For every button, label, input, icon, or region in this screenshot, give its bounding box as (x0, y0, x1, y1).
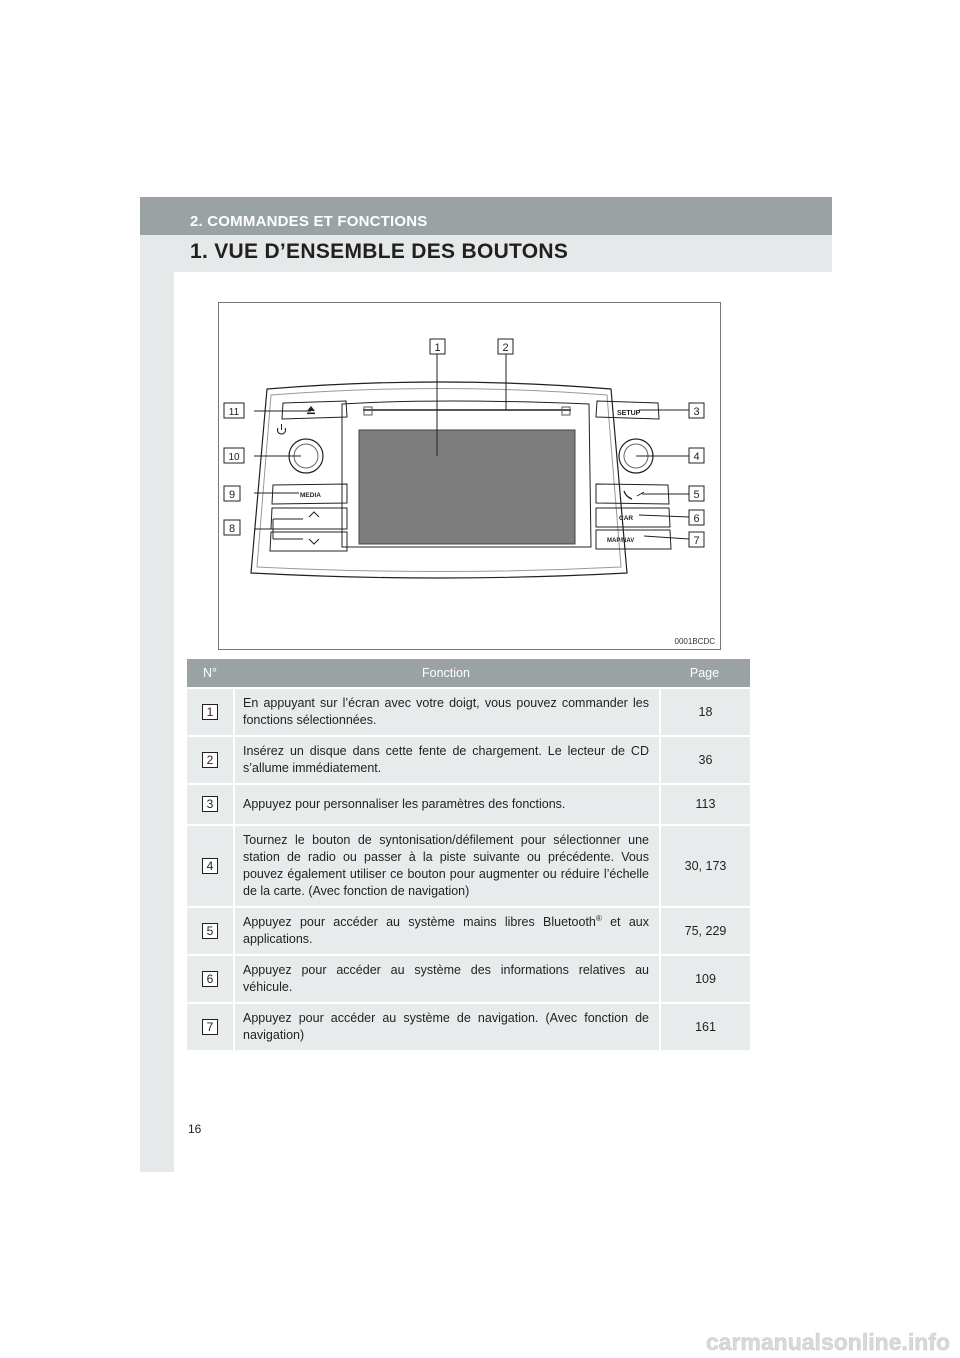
row-function: Appuyez pour accéder au système des informations relatives au véhicule. (233, 954, 659, 1002)
row-page: 75, 229 (659, 906, 750, 954)
callout-10: 10 (228, 452, 240, 463)
row-number: 1 (202, 704, 218, 720)
callout-5: 5 (693, 489, 700, 501)
row-function: Appuyez pour accéder au système de navigation. (Avec fonction de navigation) (233, 1002, 659, 1050)
callout-2: 2 (502, 342, 509, 354)
row-page: 109 (659, 954, 750, 1002)
row-page: 113 (659, 783, 750, 824)
watermark-text: carmanualsonline.info (705, 1329, 950, 1355)
row-number: 7 (202, 1019, 218, 1035)
row-function: Insérez un disque dans cette fente de chargement. Le lecteur de CD s’allume immédiatement. (233, 735, 659, 783)
callout-8: 8 (228, 523, 236, 535)
row-page: 161 (659, 1002, 750, 1050)
callout-3: 3 (693, 406, 700, 418)
figure-code: 0001BCDC (674, 637, 715, 646)
callout-6: 6 (693, 513, 700, 525)
row-page: 18 (659, 687, 750, 735)
page-title: 1. VUE D’ENSEMBLE DES BOUTONS (190, 240, 569, 263)
row-function: Appuyez pour accéder au système mains libres Bluetooth® et aux applications. (233, 906, 659, 954)
row-page: 30, 173 (659, 824, 750, 906)
row-number: 4 (202, 858, 218, 874)
setup-button-label: SETUP (617, 410, 641, 417)
map-nav-button-label: MAP/NAV (607, 538, 635, 544)
header-function: Fonction (233, 659, 659, 687)
row-page: 36 (659, 735, 750, 783)
media-button-label: MEDIA (300, 492, 321, 499)
callout-7: 7 (693, 535, 700, 547)
header-number: N° (187, 659, 233, 687)
row-number: 5 (202, 923, 218, 939)
header-page: Page (659, 659, 750, 687)
row-number: 6 (202, 971, 218, 987)
section-title: 2. COMMANDES ET FONCTIONS (190, 213, 428, 230)
car-button-label: CAR (619, 515, 634, 522)
row-function: Appuyez pour personnaliser les paramètres des fonctions. (233, 783, 659, 824)
row-function: En appuyant sur l’écran avec votre doigt, vous pouvez commander les fonctions sélectionnées. (233, 687, 659, 735)
callout-9: 9 (228, 489, 236, 501)
page-number: 16 (188, 1122, 202, 1136)
callout-1: 1 (434, 342, 441, 354)
callout-4: 4 (693, 451, 700, 463)
row-number: 2 (202, 752, 218, 768)
row-function: Tournez le bouton de syntonisation/défilement pour sélectionner une station de radio ou passer à la piste suivante ou précédente. Vous pouvez également utiliser ce bouton pour augmenter ou réduire l’échelle de la carte. (Avec fonction de navigation) (233, 824, 659, 906)
callout-11: 11 (228, 407, 240, 418)
row-number: 3 (202, 796, 218, 812)
